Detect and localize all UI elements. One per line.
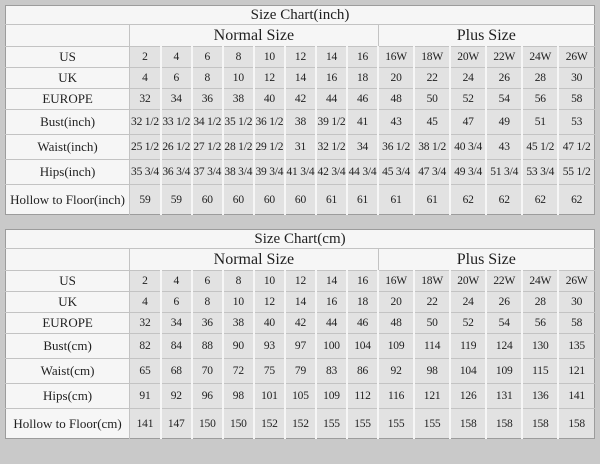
size-cell: 101 xyxy=(254,384,285,409)
size-cell: 10 xyxy=(254,271,285,292)
size-cell: 72 xyxy=(223,359,254,384)
size-cell: 105 xyxy=(285,384,316,409)
size-cell: 53 3/4 xyxy=(522,160,558,185)
size-cell: 54 xyxy=(486,89,522,110)
size-chart-cm-table xyxy=(5,229,595,439)
table-spacer xyxy=(5,215,595,229)
size-cell: 37 3/4 xyxy=(192,160,223,185)
size-cell: 8 xyxy=(223,271,254,292)
size-cell: 16W xyxy=(378,47,414,68)
size-cell: 84 xyxy=(161,334,192,359)
size-cell: 20 xyxy=(378,292,414,313)
size-cell: 58 xyxy=(558,89,594,110)
size-cell: 26W xyxy=(558,271,594,292)
table-row xyxy=(6,185,595,215)
size-cell: 112 xyxy=(347,384,378,409)
size-cell: 92 xyxy=(378,359,414,384)
size-cell: 26W xyxy=(558,47,594,68)
size-cell: 98 xyxy=(414,359,450,384)
row-label: Waist(inch) xyxy=(6,135,130,160)
row-label: Hollow to Floor(cm) xyxy=(6,409,130,439)
size-cell: 30 xyxy=(558,68,594,89)
section-header-row xyxy=(6,25,595,47)
size-cell: 83 xyxy=(316,359,347,384)
size-cell: 34 xyxy=(161,313,192,334)
row-label: US xyxy=(6,271,130,292)
size-cell: 141 xyxy=(130,409,161,439)
size-cell: 97 xyxy=(285,334,316,359)
size-cell: 30 xyxy=(558,292,594,313)
row-label: US xyxy=(6,47,130,68)
size-cell: 12 xyxy=(254,292,285,313)
size-cell: 18 xyxy=(347,68,378,89)
size-cell: 22W xyxy=(486,271,522,292)
size-cell: 135 xyxy=(558,334,594,359)
size-cell: 40 xyxy=(254,313,285,334)
size-cell: 36 xyxy=(192,89,223,110)
size-cell: 31 xyxy=(285,135,316,160)
size-cell: 28 xyxy=(522,68,558,89)
size-cell: 49 xyxy=(486,110,522,135)
size-cell: 32 xyxy=(130,89,161,110)
size-cell: 16 xyxy=(316,292,347,313)
size-cell: 22 xyxy=(414,292,450,313)
size-cell: 38 3/4 xyxy=(223,160,254,185)
size-cell: 150 xyxy=(223,409,254,439)
row-label: EUROPE xyxy=(6,313,130,334)
table-title-row xyxy=(6,6,595,25)
size-cell: 150 xyxy=(192,409,223,439)
size-cell: 47 1/2 xyxy=(558,135,594,160)
size-cell: 36 xyxy=(192,313,223,334)
size-cell: 60 xyxy=(254,185,285,215)
size-cell: 68 xyxy=(161,359,192,384)
size-cell: 18W xyxy=(414,271,450,292)
size-cell: 34 xyxy=(347,135,378,160)
size-cell: 18W xyxy=(414,47,450,68)
table-row xyxy=(6,160,595,185)
size-cell: 45 xyxy=(414,110,450,135)
size-cell: 34 1/2 xyxy=(192,110,223,135)
size-cell: 34 xyxy=(161,89,192,110)
size-cell: 4 xyxy=(130,292,161,313)
size-cell: 152 xyxy=(285,409,316,439)
size-cell: 14 xyxy=(316,271,347,292)
table-row xyxy=(6,384,595,409)
row-label: Hips(cm) xyxy=(6,384,130,409)
size-cell: 4 xyxy=(130,68,161,89)
size-cell: 39 1/2 xyxy=(316,110,347,135)
size-cell: 42 3/4 xyxy=(316,160,347,185)
header-spacer-cell xyxy=(6,249,130,271)
size-cell: 24W xyxy=(522,271,558,292)
table-row xyxy=(6,313,595,334)
size-cell: 50 xyxy=(414,89,450,110)
size-cell: 82 xyxy=(130,334,161,359)
size-cell: 6 xyxy=(161,292,192,313)
size-cell: 41 3/4 xyxy=(285,160,316,185)
table-row xyxy=(6,135,595,160)
size-cell: 104 xyxy=(347,334,378,359)
section-header-normal-size: Normal Size xyxy=(130,25,378,47)
size-cell: 10 xyxy=(254,47,285,68)
size-cell: 88 xyxy=(192,334,223,359)
size-cell: 126 xyxy=(450,384,486,409)
size-cell: 32 xyxy=(130,313,161,334)
size-cell: 70 xyxy=(192,359,223,384)
size-cell: 16W xyxy=(378,271,414,292)
size-cell: 104 xyxy=(450,359,486,384)
size-cell: 6 xyxy=(192,271,223,292)
size-cell: 93 xyxy=(254,334,285,359)
table-row xyxy=(6,110,595,135)
size-cell: 41 xyxy=(347,110,378,135)
size-cell: 58 xyxy=(558,313,594,334)
size-cell: 20W xyxy=(450,271,486,292)
size-cell: 24 xyxy=(450,68,486,89)
size-cell: 22 xyxy=(414,68,450,89)
size-cell: 25 1/2 xyxy=(130,135,161,160)
size-cell: 98 xyxy=(223,384,254,409)
size-cell: 62 xyxy=(522,185,558,215)
size-cell: 27 1/2 xyxy=(192,135,223,160)
size-cell: 79 xyxy=(285,359,316,384)
table-row xyxy=(6,409,595,439)
size-cell: 20 xyxy=(378,68,414,89)
size-cell: 116 xyxy=(378,384,414,409)
size-cell: 38 1/2 xyxy=(414,135,450,160)
size-cell: 45 1/2 xyxy=(522,135,558,160)
row-label: Hips(inch) xyxy=(6,160,130,185)
size-cell: 96 xyxy=(192,384,223,409)
size-cell: 60 xyxy=(223,185,254,215)
row-label: Bust(inch) xyxy=(6,110,130,135)
size-cell: 16 xyxy=(347,47,378,68)
size-cell: 4 xyxy=(161,47,192,68)
size-cell: 50 xyxy=(414,313,450,334)
size-cell: 4 xyxy=(161,271,192,292)
size-cell: 36 3/4 xyxy=(161,160,192,185)
size-cell: 10 xyxy=(223,292,254,313)
section-header-normal-size: Normal Size xyxy=(130,249,378,271)
size-cell: 109 xyxy=(378,334,414,359)
size-cell: 26 xyxy=(486,68,522,89)
size-cell: 10 xyxy=(223,68,254,89)
size-cell: 158 xyxy=(450,409,486,439)
size-cell: 141 xyxy=(558,384,594,409)
size-cell: 152 xyxy=(254,409,285,439)
size-cell: 16 xyxy=(347,271,378,292)
size-cell: 100 xyxy=(316,334,347,359)
size-cell: 75 xyxy=(254,359,285,384)
size-cell: 8 xyxy=(192,68,223,89)
table-title: Size Chart(cm) xyxy=(6,230,595,249)
size-cell: 35 1/2 xyxy=(223,110,254,135)
size-cell: 18 xyxy=(347,292,378,313)
size-cell: 130 xyxy=(522,334,558,359)
table-row xyxy=(6,359,595,384)
size-chart-cm-body xyxy=(6,271,595,439)
size-cell: 59 xyxy=(161,185,192,215)
header-spacer-cell xyxy=(6,25,130,47)
size-cell: 47 xyxy=(450,110,486,135)
size-cell: 51 3/4 xyxy=(486,160,522,185)
size-cell: 121 xyxy=(414,384,450,409)
size-cell: 12 xyxy=(254,68,285,89)
row-label: UK xyxy=(6,292,130,313)
size-cell: 48 xyxy=(378,89,414,110)
size-cell: 48 xyxy=(378,313,414,334)
size-cell: 61 xyxy=(316,185,347,215)
size-cell: 2 xyxy=(130,47,161,68)
table-title: Size Chart(inch) xyxy=(6,6,595,25)
size-cell: 136 xyxy=(522,384,558,409)
size-cell: 109 xyxy=(486,359,522,384)
size-cell: 44 xyxy=(316,89,347,110)
size-cell: 62 xyxy=(450,185,486,215)
row-label: Hollow to Floor(inch) xyxy=(6,185,130,215)
size-cell: 121 xyxy=(558,359,594,384)
size-cell: 26 xyxy=(486,292,522,313)
table-row xyxy=(6,47,595,68)
size-cell: 29 1/2 xyxy=(254,135,285,160)
table-row xyxy=(6,68,595,89)
size-cell: 86 xyxy=(347,359,378,384)
size-cell: 24W xyxy=(522,47,558,68)
table-row xyxy=(6,292,595,313)
size-cell: 47 3/4 xyxy=(414,160,450,185)
size-cell: 42 xyxy=(285,313,316,334)
size-cell: 38 xyxy=(223,89,254,110)
size-cell: 61 xyxy=(378,185,414,215)
size-cell: 65 xyxy=(130,359,161,384)
section-header-row xyxy=(6,249,595,271)
size-cell: 26 1/2 xyxy=(161,135,192,160)
size-cell: 62 xyxy=(486,185,522,215)
size-chart-inch-body xyxy=(6,47,595,215)
size-cell: 38 xyxy=(285,110,316,135)
size-cell: 155 xyxy=(347,409,378,439)
section-header-plus-size: Plus Size xyxy=(456,250,516,268)
size-cell: 56 xyxy=(522,89,558,110)
size-cell: 158 xyxy=(486,409,522,439)
size-cell: 24 xyxy=(450,292,486,313)
size-cell: 6 xyxy=(192,47,223,68)
size-cell: 6 xyxy=(161,68,192,89)
size-cell: 40 xyxy=(254,89,285,110)
size-cell: 20W xyxy=(450,47,486,68)
size-cell: 42 xyxy=(285,89,316,110)
size-cell: 45 3/4 xyxy=(378,160,414,185)
size-cell: 155 xyxy=(414,409,450,439)
size-cell: 147 xyxy=(161,409,192,439)
size-cell: 36 1/2 xyxy=(378,135,414,160)
size-cell: 62 xyxy=(558,185,594,215)
size-cell: 90 xyxy=(223,334,254,359)
size-cell: 53 xyxy=(558,110,594,135)
size-cell: 51 xyxy=(522,110,558,135)
size-cell: 115 xyxy=(522,359,558,384)
row-label: Bust(cm) xyxy=(6,334,130,359)
size-cell: 61 xyxy=(414,185,450,215)
size-cell: 33 1/2 xyxy=(161,110,192,135)
size-cell: 52 xyxy=(450,313,486,334)
table-row xyxy=(6,89,595,110)
row-label: UK xyxy=(6,68,130,89)
size-cell: 60 xyxy=(192,185,223,215)
size-cell: 46 xyxy=(347,89,378,110)
size-cell: 158 xyxy=(558,409,594,439)
size-cell: 12 xyxy=(285,271,316,292)
size-cell: 155 xyxy=(378,409,414,439)
size-cell: 92 xyxy=(161,384,192,409)
size-cell: 14 xyxy=(316,47,347,68)
size-cell: 49 3/4 xyxy=(450,160,486,185)
size-cell: 158 xyxy=(522,409,558,439)
row-label: EUROPE xyxy=(6,89,130,110)
size-cell: 46 xyxy=(347,313,378,334)
size-cell: 36 1/2 xyxy=(254,110,285,135)
size-cell: 61 xyxy=(347,185,378,215)
size-cell: 131 xyxy=(486,384,522,409)
size-chart-inch-table xyxy=(5,5,595,215)
size-cell: 14 xyxy=(285,292,316,313)
size-cell: 52 xyxy=(450,89,486,110)
size-cell: 38 xyxy=(223,313,254,334)
size-cell: 22W xyxy=(486,47,522,68)
size-cell: 114 xyxy=(414,334,450,359)
section-header-plus-size: Plus Size xyxy=(456,26,516,44)
table-row xyxy=(6,334,595,359)
size-cell: 43 xyxy=(378,110,414,135)
size-cell: 16 xyxy=(316,68,347,89)
size-cell: 28 1/2 xyxy=(223,135,254,160)
size-cell: 119 xyxy=(450,334,486,359)
size-cell: 109 xyxy=(316,384,347,409)
size-cell: 44 xyxy=(316,313,347,334)
size-cell: 12 xyxy=(285,47,316,68)
size-cell: 28 xyxy=(522,292,558,313)
size-cell: 8 xyxy=(223,47,254,68)
size-cell: 56 xyxy=(522,313,558,334)
size-cell: 35 3/4 xyxy=(130,160,161,185)
size-cell: 55 1/2 xyxy=(558,160,594,185)
size-cell: 43 xyxy=(486,135,522,160)
size-cell: 2 xyxy=(130,271,161,292)
size-cell: 32 1/2 xyxy=(130,110,161,135)
row-label: Waist(cm) xyxy=(6,359,130,384)
size-cell: 60 xyxy=(285,185,316,215)
table-row xyxy=(6,271,595,292)
size-cell: 54 xyxy=(486,313,522,334)
size-cell: 8 xyxy=(192,292,223,313)
table-title-row xyxy=(6,230,595,249)
size-cell: 44 3/4 xyxy=(347,160,378,185)
size-cell: 39 3/4 xyxy=(254,160,285,185)
size-cell: 40 3/4 xyxy=(450,135,486,160)
size-cell: 155 xyxy=(316,409,347,439)
size-cell: 32 1/2 xyxy=(316,135,347,160)
size-cell: 124 xyxy=(486,334,522,359)
size-cell: 59 xyxy=(130,185,161,215)
size-cell: 91 xyxy=(130,384,161,409)
size-cell: 14 xyxy=(285,68,316,89)
